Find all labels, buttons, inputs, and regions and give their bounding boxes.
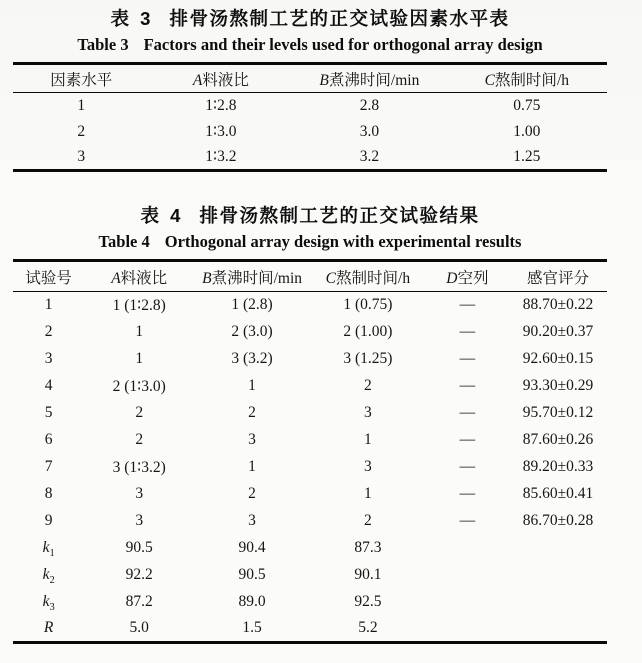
table4-title-chinese — [13, 202, 607, 228]
factor-letter: C — [325, 269, 337, 287]
table-cell: 2 — [364, 377, 372, 394]
table3-label-cn: 表 3 — [110, 8, 154, 29]
stat-row — [13, 535, 607, 562]
table4-label-cn: 表 4 — [140, 205, 184, 226]
table-cell: 3.2 — [359, 147, 380, 165]
factor-letter: A — [111, 269, 121, 287]
table-cell: 95.70±0.12 — [522, 404, 594, 421]
table4-orthogonal-results — [13, 259, 607, 644]
table-cell: 2.8 — [359, 96, 380, 114]
column-header: C熬制时间/h — [484, 71, 569, 89]
table-row — [13, 400, 607, 427]
table4-caption-cn: 排骨汤熬制工艺的正交试验结果 — [199, 205, 480, 226]
table-cell: 6 — [44, 431, 53, 448]
table-cell: 1 (2.8) — [231, 296, 273, 314]
table-row — [13, 373, 607, 400]
stat-value: 5.2 — [358, 619, 378, 637]
table-cell: 3 (1∶3.2) — [112, 458, 166, 476]
table-cell: 2 — [44, 323, 53, 340]
table-cell: 3 — [364, 458, 372, 475]
table-cell: 2 — [135, 431, 144, 448]
table-cell: 3 (3.2) — [231, 350, 273, 367]
column-header: 感官评分 — [526, 269, 589, 287]
table-cell: — — [459, 458, 476, 475]
table-cell: 3 — [77, 147, 86, 165]
table-cell: 1 — [44, 296, 53, 314]
table-cell: 2 (1.00) — [343, 323, 393, 340]
stat-subscript: 3 — [49, 602, 55, 614]
table-cell: 88.70±0.22 — [522, 296, 594, 314]
empty-cell — [426, 562, 509, 589]
table-cell: 7 — [44, 458, 53, 475]
factor-letter: C — [484, 71, 495, 89]
column-header: D空列 — [446, 269, 489, 287]
table-cell: 1 — [248, 458, 256, 475]
table-cell: 1∶3.0 — [205, 123, 237, 140]
table-cell: 3 — [248, 431, 256, 448]
stat-symbol: k — [42, 566, 50, 583]
column-header: C熬制时间/h — [325, 269, 411, 287]
table-cell: 3 — [135, 512, 144, 529]
stat-row — [13, 562, 607, 589]
table-cell: — — [459, 377, 476, 394]
empty-cell — [426, 616, 509, 643]
stat-value: 5.0 — [129, 619, 149, 637]
table-cell: 1.00 — [513, 122, 541, 140]
table-cell: 5 — [44, 404, 53, 421]
table-cell: 85.60±0.41 — [522, 485, 594, 502]
stat-value: 1.5 — [242, 619, 262, 637]
table-cell: 93.30±0.29 — [522, 377, 594, 394]
table-cell: 2 — [248, 485, 256, 502]
stat-label — [13, 562, 84, 589]
column-header: A料液比 — [111, 269, 168, 287]
table-cell: 1.25 — [513, 147, 541, 165]
table-row — [13, 93, 607, 119]
table-cell: 0.75 — [513, 96, 541, 114]
table-cell: 3 — [364, 404, 372, 421]
stat-value: 87.3 — [354, 539, 382, 556]
table-cell: 8 — [44, 485, 53, 502]
table-cell: 1 (0.75) — [343, 296, 393, 314]
table3-header — [13, 64, 607, 93]
table-row — [13, 346, 607, 373]
table-cell: 89.20±0.33 — [522, 458, 594, 475]
table-cell: 3 — [248, 512, 256, 529]
table4-body — [13, 292, 607, 535]
table-cell: 1 — [364, 485, 372, 502]
table-row — [13, 119, 607, 145]
column-header: 试验号 — [25, 269, 72, 287]
stat-value: 90.1 — [354, 566, 382, 583]
empty-cell — [426, 589, 509, 616]
stat-row — [13, 616, 607, 643]
column-header: B煮沸时间/min — [202, 269, 302, 287]
table-cell: — — [459, 431, 476, 448]
stat-value: 89.0 — [238, 593, 266, 610]
table-cell: 1 — [77, 96, 86, 114]
table-cell: 2 — [364, 512, 372, 529]
table-row — [13, 508, 607, 535]
table-cell: 1∶2.8 — [205, 97, 237, 115]
table4-section — [13, 202, 607, 644]
table-cell: 86.70±0.28 — [522, 512, 594, 529]
table-cell: 87.60±0.26 — [522, 431, 594, 448]
factor-letter: B — [319, 71, 329, 89]
table-cell: 2 — [77, 122, 86, 140]
table-cell: 2 — [135, 404, 144, 421]
table3-section — [13, 5, 607, 172]
stat-row — [13, 589, 607, 616]
factor-letter: D — [446, 269, 458, 287]
stat-label — [13, 616, 84, 643]
stat-value: 92.2 — [125, 566, 153, 583]
table4-header-row — [13, 261, 607, 292]
stat-label — [13, 589, 84, 616]
table3-body — [13, 93, 607, 171]
table-cell: — — [459, 323, 476, 340]
stat-label — [13, 535, 84, 562]
stat-symbol: R — [43, 619, 54, 637]
table3-factors-levels — [13, 62, 607, 172]
table-cell: 2 (3.0) — [231, 323, 273, 340]
column-header: 因素水平 — [50, 71, 113, 89]
table3-caption-cn: 排骨汤熬制工艺的正交试验因素水平表 — [169, 8, 510, 29]
stat-symbol: k — [42, 539, 50, 556]
empty-cell — [509, 589, 607, 616]
empty-cell — [509, 535, 607, 562]
stat-subscript: 2 — [49, 575, 55, 587]
table-cell: 90.20±0.37 — [522, 323, 594, 340]
table-cell: 1 (1∶2.8) — [112, 296, 166, 314]
factor-letter: A — [192, 71, 203, 89]
table-cell: 92.60±0.15 — [522, 350, 594, 367]
table-cell: 1 — [135, 323, 144, 340]
table-cell: — — [459, 350, 476, 367]
factor-letter: B — [202, 269, 212, 287]
table-cell: 4 — [44, 377, 53, 394]
table-cell: 1 — [135, 350, 144, 367]
table-cell: — — [459, 404, 476, 421]
table4-header — [13, 261, 607, 292]
stat-value: 87.2 — [125, 593, 153, 610]
stat-value: 90.5 — [125, 539, 153, 556]
table-row — [13, 454, 607, 481]
empty-cell — [426, 535, 509, 562]
column-header: B煮沸时间/min — [319, 71, 420, 89]
table-cell: 3 — [44, 350, 53, 367]
table-cell: 3 — [135, 485, 144, 502]
table-row — [13, 481, 607, 508]
stat-value: 90.4 — [238, 539, 266, 556]
table-row — [13, 292, 607, 319]
stat-value: 90.5 — [238, 566, 266, 583]
empty-cell — [509, 616, 607, 643]
table-cell: — — [459, 296, 476, 314]
table-row — [13, 145, 607, 171]
table-row — [13, 427, 607, 454]
table-cell: 9 — [44, 512, 53, 529]
column-header: A料液比 — [192, 71, 249, 89]
stat-subscript: 1 — [49, 548, 55, 560]
table4-title-english — [13, 232, 607, 252]
table3-caption-en: Factors and their levels used for orthogonal array design — [143, 35, 543, 54]
stat-symbol: k — [42, 593, 50, 610]
table-cell: 1 — [364, 431, 372, 448]
table-cell: — — [459, 485, 476, 502]
table4-stats-body — [13, 535, 607, 643]
table-cell: 3.0 — [359, 122, 380, 140]
table-cell: 1 — [248, 377, 256, 394]
table-cell: — — [459, 512, 476, 529]
table3-title-english — [13, 35, 607, 55]
table-cell: 1∶3.2 — [205, 148, 237, 166]
table-cell: 2 — [248, 404, 256, 421]
table3-label-en: Table 3 — [77, 35, 129, 54]
table3-title-chinese — [13, 5, 607, 31]
table3-header-row — [13, 64, 607, 93]
table-row — [13, 319, 607, 346]
stat-value: 92.5 — [354, 593, 382, 610]
table-cell: 3 (1.25) — [343, 350, 393, 367]
empty-cell — [509, 562, 607, 589]
table4-label-en: Table 4 — [98, 232, 150, 251]
table4-caption-en: Orthogonal array design with experimental results — [164, 232, 522, 251]
table-cell: 2 (1∶3.0) — [112, 377, 166, 395]
